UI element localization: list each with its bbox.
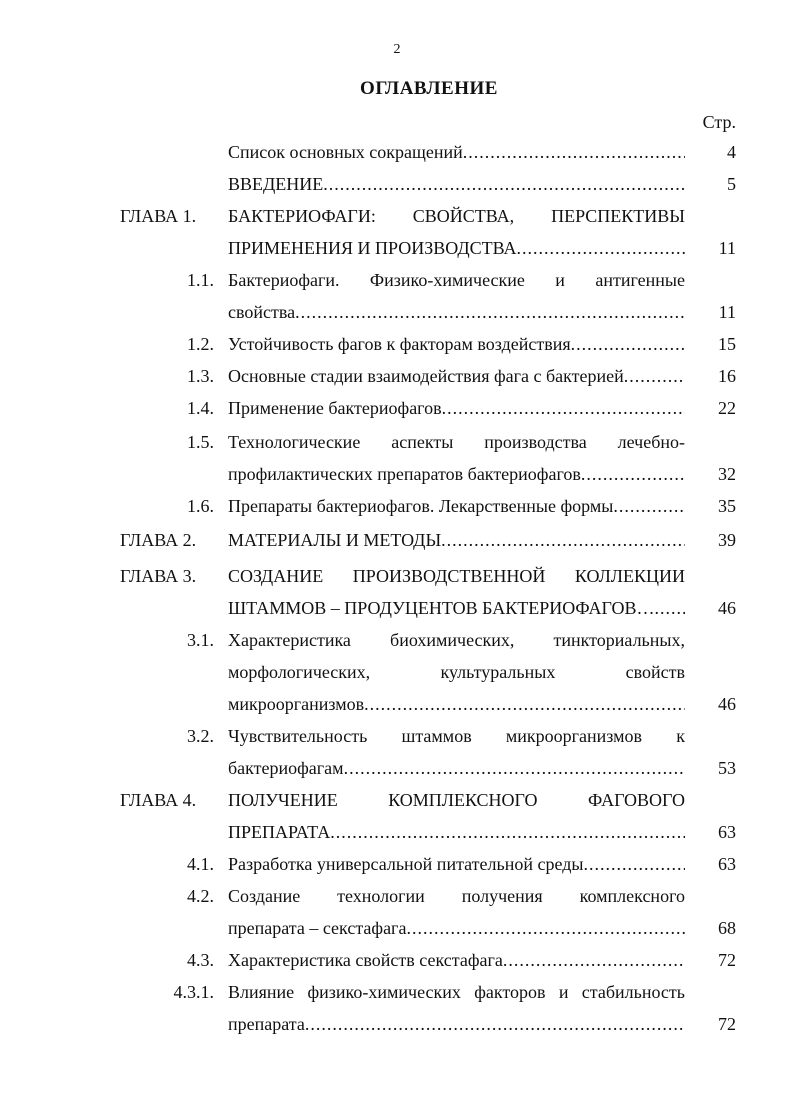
toc-entry-row bbox=[0, 360, 794, 392]
toc-entry-page: 16 bbox=[718, 366, 736, 386]
toc-entry-title-text: Список основных сокращений bbox=[228, 142, 463, 162]
toc-entry-row bbox=[0, 816, 794, 848]
leader-dots bbox=[571, 328, 685, 360]
toc-entry-number: ГЛАВА 1. bbox=[120, 206, 197, 226]
toc-entry-title-text: Применение бактериофагов bbox=[228, 398, 442, 418]
toc-entry-number: ГЛАВА 3. bbox=[120, 566, 197, 586]
leader-dots bbox=[654, 592, 685, 624]
leader-dots bbox=[323, 168, 685, 200]
toc-entry-row bbox=[0, 688, 794, 720]
toc-entry-page: 32 bbox=[718, 464, 736, 484]
leader-dots bbox=[581, 458, 685, 490]
toc-entry-title-text: свойства bbox=[228, 302, 296, 322]
toc-entry-title-text: ПРЕПАРАТА bbox=[228, 822, 331, 842]
toc-entry-row bbox=[0, 912, 794, 944]
toc-entry-row bbox=[0, 426, 794, 458]
toc-entry-title bbox=[228, 136, 685, 168]
toc-entry-title-text: ВВЕДЕНИЕ bbox=[228, 174, 324, 194]
leader-dots bbox=[463, 136, 685, 168]
page-column-header: Стр. bbox=[702, 112, 736, 132]
toc-entry-row bbox=[0, 656, 794, 688]
leader-dots bbox=[441, 524, 685, 556]
toc-entry-title bbox=[228, 848, 685, 880]
leader-dots bbox=[624, 360, 685, 392]
toc-entry-title bbox=[228, 490, 685, 522]
toc-entry-page: 46 bbox=[718, 598, 736, 618]
toc-entry-row bbox=[0, 490, 794, 522]
toc-entry-page: 53 bbox=[718, 758, 736, 778]
leader-dots bbox=[364, 688, 685, 720]
toc-entry-title-text: Устойчивость фагов к факторам воздействия bbox=[228, 334, 571, 354]
toc-entry-title bbox=[228, 458, 685, 490]
toc-entry-page: 4 bbox=[727, 142, 736, 162]
toc-entry-row bbox=[0, 200, 794, 232]
toc-entry-title-text: профилактических препаратов бактериофагов bbox=[228, 464, 581, 484]
toc-entry-title-text: препарата – секстафага bbox=[228, 918, 407, 938]
toc-entry-row bbox=[0, 264, 794, 296]
toc-entry-row bbox=[0, 976, 794, 1008]
toc-entry-title bbox=[228, 524, 685, 556]
toc-entry-row bbox=[0, 392, 794, 424]
leader-dots bbox=[613, 490, 685, 522]
toc-entry-page: 39 bbox=[718, 530, 736, 550]
toc-entry-page: 22 bbox=[718, 398, 736, 418]
leader-dots bbox=[295, 296, 685, 328]
toc-entry-title bbox=[228, 1008, 685, 1040]
toc-entry-page: 15 bbox=[718, 334, 736, 354]
toc-entry-title: Характеристика биохимических, тинкториальных, bbox=[228, 630, 685, 650]
page-title: ОГЛАВЛЕНИЕ bbox=[360, 78, 498, 99]
toc-entry-number: 1.3. bbox=[187, 366, 214, 386]
leader-dots bbox=[584, 848, 686, 880]
toc-entry-page: 68 bbox=[718, 918, 736, 938]
toc-entry-page: 72 bbox=[718, 1014, 736, 1034]
toc-entry-row bbox=[0, 848, 794, 880]
toc-entry-number: 3.1. bbox=[187, 630, 214, 650]
toc-entry-row bbox=[0, 592, 794, 624]
toc-entry-title-text: Характеристика свойств секстафага bbox=[228, 950, 503, 970]
toc-entry-page: 63 bbox=[718, 854, 736, 874]
toc-entry-number: 4.2. bbox=[187, 886, 214, 906]
toc-entry-title bbox=[228, 752, 685, 784]
toc-entry-title bbox=[228, 912, 685, 944]
toc-entry-row bbox=[0, 720, 794, 752]
toc-entry-number: 4.3. bbox=[187, 950, 214, 970]
toc-entry-title-text: микроорганизмов bbox=[228, 694, 365, 714]
leader-dots bbox=[305, 1008, 685, 1040]
toc-entry-row bbox=[0, 624, 794, 656]
toc-entry-page: 11 bbox=[718, 302, 736, 322]
toc-entry-page: 5 bbox=[727, 174, 736, 194]
toc-entry-number: 1.1. bbox=[187, 270, 214, 290]
toc-entry-row bbox=[0, 328, 794, 360]
toc-entry-row bbox=[0, 1008, 794, 1040]
toc-entry-title bbox=[228, 688, 685, 720]
toc-entry-title bbox=[228, 296, 685, 328]
toc-entry-number: 4.3.1. bbox=[173, 982, 214, 1002]
toc-entry-row bbox=[0, 752, 794, 784]
toc-entry-title: СОЗДАНИЕ ПРОИЗВОДСТВЕННОЙ КОЛЛЕКЦИИ bbox=[228, 566, 685, 586]
toc-entry-row bbox=[0, 880, 794, 912]
toc-entry-title-text: Препараты бактериофагов. Лекарственные формы bbox=[228, 496, 614, 516]
page-number: 2 bbox=[393, 42, 401, 57]
leader-dots bbox=[344, 752, 685, 784]
toc-entry-row bbox=[0, 168, 794, 200]
toc-entry-title: морфологических, культуральных свойств bbox=[228, 662, 685, 682]
toc-entry-title: ПОЛУЧЕНИЕ КОМПЛЕКСНОГО ФАГОВОГО bbox=[228, 790, 685, 810]
leader-dots bbox=[406, 912, 685, 944]
toc-entry-title-text: бактериофагам bbox=[228, 758, 344, 778]
toc-entry-page: 46 bbox=[718, 694, 736, 714]
toc-entry-title bbox=[228, 328, 685, 360]
toc-entry-number: 1.6. bbox=[187, 496, 214, 516]
toc-entry-title bbox=[228, 232, 685, 264]
toc-entry-row bbox=[0, 458, 794, 490]
toc-entry-title-text: препарата bbox=[228, 1014, 305, 1034]
toc-entry-title bbox=[228, 944, 685, 976]
leader-dots bbox=[330, 816, 685, 848]
toc-entry-number: 1.4. bbox=[187, 398, 214, 418]
toc-entry-number: ГЛАВА 2. bbox=[120, 530, 197, 550]
toc-entry-page: 63 bbox=[718, 822, 736, 842]
toc-entry-title-text: ПРИМЕНЕНИЯ И ПРОИЗВОДСТВА bbox=[228, 238, 517, 258]
toc-entry-page: 35 bbox=[718, 496, 736, 516]
toc-entry-row bbox=[0, 524, 794, 556]
toc-entry-title bbox=[228, 168, 685, 200]
toc-entry-title: Влияние физико-химических факторов и стабильность bbox=[228, 982, 685, 1002]
toc-entry-number: 1.5. bbox=[187, 432, 214, 452]
toc-entry-title: БАКТЕРИОФАГИ: СВОЙСТВА, ПЕРСПЕКТИВЫ bbox=[228, 206, 685, 226]
toc-entry-row bbox=[0, 136, 794, 168]
toc-entry-title-text: МАТЕРИАЛЫ И МЕТОДЫ bbox=[228, 530, 442, 550]
toc-entry-title: Бактериофаги. Физико-химические и антигенные bbox=[228, 270, 685, 290]
toc-entry-title-text: Основные стадии взаимодействия фага с бактерией bbox=[228, 366, 624, 386]
toc-entry-row bbox=[0, 784, 794, 816]
toc-entry-title-text: ШТАММОВ – ПРОДУЦЕНТОВ БАКТЕРИОФАГОВ… bbox=[228, 598, 655, 618]
toc-entry-row bbox=[0, 944, 794, 976]
leader-dots bbox=[503, 944, 685, 976]
toc-entry-row bbox=[0, 560, 794, 592]
toc-entry-title: Чувствительность штаммов микроорганизмов к bbox=[228, 726, 685, 746]
toc-entry-number: 4.1. bbox=[187, 854, 214, 874]
toc-entry-number: 1.2. bbox=[187, 334, 214, 354]
toc-entry-page: 11 bbox=[718, 238, 736, 258]
toc-entry-title bbox=[228, 360, 685, 392]
toc-entry-page: 72 bbox=[718, 950, 736, 970]
leader-dots bbox=[442, 392, 685, 424]
toc-entry-title bbox=[228, 816, 685, 848]
toc-entry-title bbox=[228, 392, 685, 424]
toc-entry-row bbox=[0, 232, 794, 264]
toc-entry-title bbox=[228, 592, 685, 624]
toc-entry-title-text: Разработка универсальной питательной среды bbox=[228, 854, 584, 874]
toc-entry-number: ГЛАВА 4. bbox=[120, 790, 197, 810]
toc-entry-title: Создание технологии получения комплексного bbox=[228, 886, 685, 906]
toc-entry-row bbox=[0, 296, 794, 328]
toc-entry-number: 3.2. bbox=[187, 726, 214, 746]
toc-entry-title: Технологические аспекты производства лечебно- bbox=[228, 432, 685, 452]
leader-dots bbox=[517, 232, 685, 264]
